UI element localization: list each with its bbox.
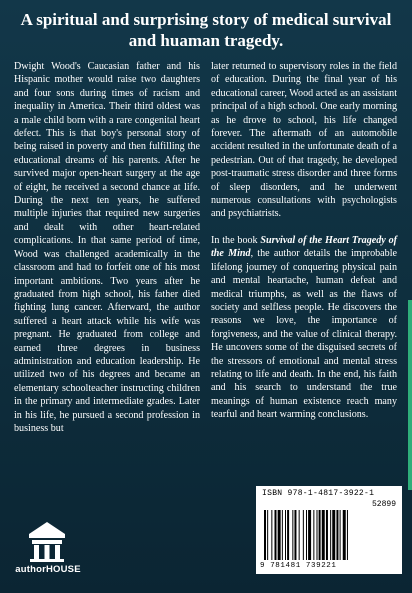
- blurb-right-column: [211, 60, 397, 422]
- barcode-digits: 9 781481 739221: [260, 562, 337, 570]
- isbn-label: ISBN 978-1-4817-3922-1: [262, 489, 375, 498]
- price-code: 52899: [371, 500, 396, 509]
- publisher-name: authorHOUSE: [15, 564, 81, 575]
- blurb-paragraph: later returned to supervisory roles in the field of education. During the final year of his educational career, Wood acted as an assistant principal of a high school. One early morning as he drove to school, his life changed forever. The aftermath of an automobile accident resulted in the unfortunate death of a pedestrian. Out of that tragedy, he developed post-traumatic stress disorder and three forms of sleep disorders, and he underwent numerous consultations with psychologists and psychiatrists.: [211, 61, 397, 220]
- blurb-paragraph: Dwight Wood's Caucasian father and his Hispanic mother would raise two daughters and four sons during times of racism and inequality in America. Their third oldest was a male child born with a rare congenital heart defect. This is that boy's personal story of being raised in poverty and then fulfilling the educational dreams of his parents. After he survived major open-heart surgery at the age of eight, he received a second chance at life. During the next ten years, he suffered multiple injuries that required new surgeries and dealt with other heart-related complications. In that same period of time, Wood was challenged academically in the classroom and had to forfeit one of his most important ambitions. Two years after he graduated from high school, his father died fighting lung cancer. Afterward, the author suffered a heart attack while his wife was pregnant. He graduated from college and earned three degrees in business administration and education leadership. He utilized two of his degrees and became an elementary schoolteacher instructing children in the primary and intermediate grades. Later in his life, he pursued a second profession in business but: [14, 61, 200, 434]
- isbn-barcode: [256, 486, 402, 574]
- blurb-left-column: [14, 60, 200, 435]
- barcode-bars: [264, 510, 394, 560]
- intro-text: In the book: [211, 234, 261, 246]
- blurb-text: , the author details the improbable lifelong journey of conquering physical pain and mental heartache, human defeat and medical triumphs, as well as the flaws of society and selfless people. He discovers the reasons we love, the importance of forgiveness, and the value of clinical therapy. He uncovers some of the disguised secrets of the stressors of emotional and mental stress relating to life and death. In the end, his faith and his search to understand the true meanings of human existence reach many tearful and heart warming conclusions.: [211, 248, 397, 421]
- book-title: Survival of the Heart Tragedy of the Mind: [211, 234, 397, 260]
- spine-edge-accent: [408, 300, 412, 490]
- publisher-logo: [12, 520, 82, 584]
- headline: A spiritual and surprising story of medical survival and huaman tragedy.: [20, 10, 392, 50]
- house-icon: [26, 520, 68, 562]
- blurb-paragraph: [211, 234, 397, 422]
